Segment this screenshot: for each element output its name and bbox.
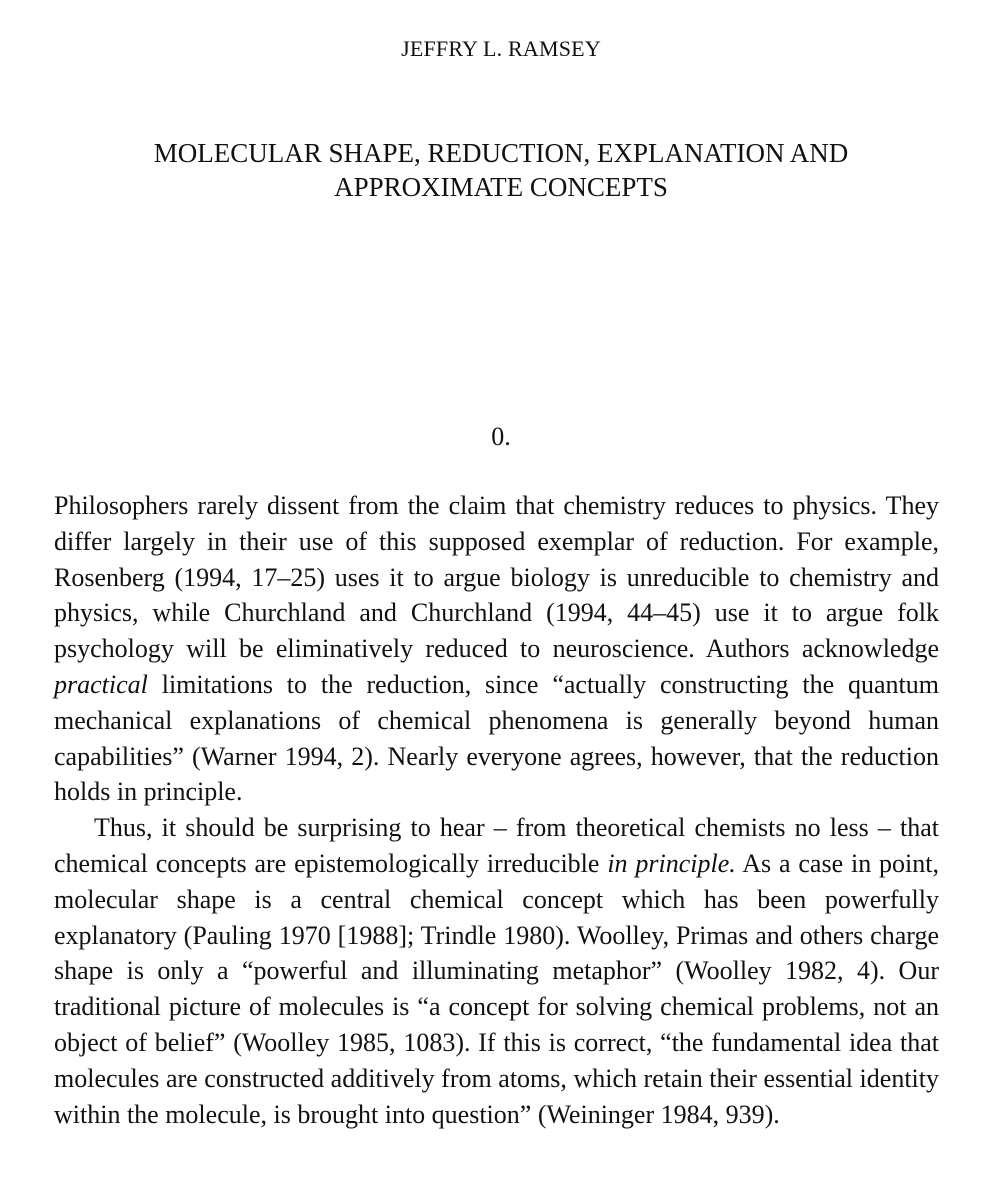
running-header-author: JEFFRY L. RAMSEY bbox=[401, 36, 601, 61]
paragraph-2 bbox=[54, 810, 939, 1132]
paragraph-1-text-b: limitations to the reduction, since “actually constructing the quantum mechanical explanations of chemical phenomena is generally beyond human capabilities” (Warner 1994, 2). Nearly everyone agrees, however, that the reduction holds in principle. bbox=[54, 669, 939, 807]
paragraph-1-text-a: Philosophers rarely dissent from the claim that chemistry reduces to physics. They differ largely in their use of this supposed exemplar of reduction. For example, Rosenberg (1994, 17–25) uses it to argue biology is unreducible to chemistry and physics, while Churchland and Churchland (1994, 44–45) use it to argue folk psychology will be eliminatively reduced to neuroscience. Authors acknowledge bbox=[54, 491, 939, 664]
section-number: 0. bbox=[491, 422, 511, 451]
paragraph-1-emphasis: practical bbox=[54, 669, 148, 699]
title-line-2: APPROXIMATE CONCEPTS bbox=[334, 172, 668, 202]
body-text bbox=[54, 488, 939, 1132]
paragraph-1 bbox=[54, 488, 939, 810]
paragraph-2-text-a: Thus, it should be surprising to hear – from theoretical chemists no less – that chemical concepts are epistemologically irreducible bbox=[54, 813, 939, 878]
paragraph-2-emphasis: in principle. bbox=[607, 848, 736, 878]
article-title bbox=[80, 136, 922, 204]
title-line-1: MOLECULAR SHAPE, REDUCTION, EXPLANATION AND bbox=[153, 138, 849, 168]
paragraph-2-text-b: As a case in point, molecular shape is a central chemical concept which has been powerfully explanatory (Pauling 1970 [1988]; Trindle 1980). Woolley, Primas and others charge shape is only a “powerful and illuminating metaphor” (Woolley 1982, 4). Our traditional picture of molecules is “a concept for solving chemical problems, not an object of belief” (Woolley 1985, 1083). If this is correct, “the fundamental idea that molecules are constructed additively from atoms, which retain their essential identity within the molecule, is brought into question” (Weininger 1984, 939). bbox=[54, 848, 940, 1129]
